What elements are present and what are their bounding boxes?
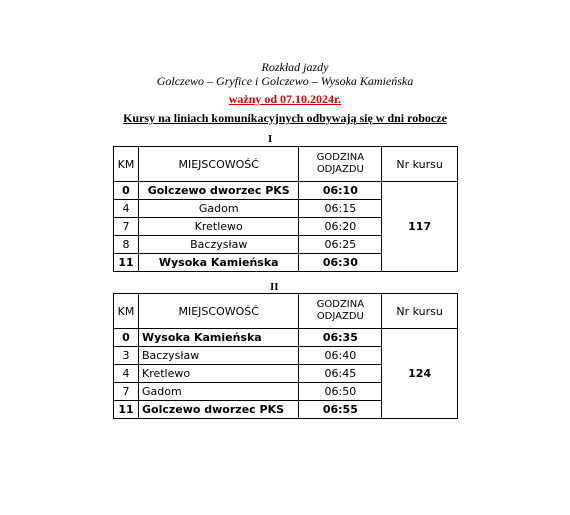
time-cell: 06:20 [299,218,382,236]
valid-from: ważny od 07.10.2024r. [228,92,342,106]
timetable-1 [113,146,458,272]
course-header: Nr kursu [382,294,458,329]
place-cell: Kretlewo [138,365,298,383]
km-cell: 4 [114,365,139,383]
km-cell: 4 [114,200,139,218]
km-cell: 0 [114,182,139,200]
route-name: Golczewo – Gryfice i Golczewo – Wysoka Kamieńska [156,74,414,88]
table-header-row [114,294,458,329]
timetable-2 [113,293,458,419]
table-row [114,182,458,200]
time-header: GODZINA ODJAZDU [299,294,382,329]
place-cell: Baczysław [138,347,298,365]
km-header: KM [114,147,139,182]
place-cell: Wysoka Kamieńska [138,254,298,272]
time-header: GODZINA ODJAZDU [299,147,382,182]
place-cell: Kretlewo [138,218,298,236]
courses-note: Kursy na liniach komunikacyjnych odbywają się w dni robocze [123,111,447,125]
time-cell: 06:10 [299,182,382,200]
km-cell: 0 [114,329,139,347]
place-cell: Wysoka Kamieńska [138,329,298,347]
time-cell: 06:55 [299,401,382,419]
place-header: MIEJSCOWOŚĆ [138,294,298,329]
time-cell: 06:40 [299,347,382,365]
km-cell: 11 [114,254,139,272]
place-cell: Golczewo dworzec PKS [138,182,298,200]
time-cell: 06:45 [299,365,382,383]
km-cell: 7 [114,218,139,236]
time-cell: 06:30 [299,254,382,272]
place-cell: Golczewo dworzec PKS [138,401,298,419]
time-cell: 06:15 [299,200,382,218]
course-number-cell: 124 [382,329,458,419]
place-cell: Baczysław [138,236,298,254]
place-header: MIEJSCOWOŚĆ [138,147,298,182]
table-row [114,329,458,347]
time-cell: 06:35 [299,329,382,347]
section-label-2: II [270,281,279,293]
km-cell: 8 [114,236,139,254]
time-cell: 06:25 [299,236,382,254]
km-cell: 11 [114,401,139,419]
place-cell: Gadom [138,383,298,401]
document-header [0,60,570,126]
course-header: Nr kursu [382,147,458,182]
km-header: KM [114,294,139,329]
km-cell: 3 [114,347,139,365]
schedule-title: Rozkład jazdy [261,60,329,74]
course-number-cell: 117 [382,182,458,272]
place-cell: Gadom [138,200,298,218]
table-header-row [114,147,458,182]
section-label-1: I [268,133,273,145]
km-cell: 7 [114,383,139,401]
time-cell: 06:50 [299,383,382,401]
